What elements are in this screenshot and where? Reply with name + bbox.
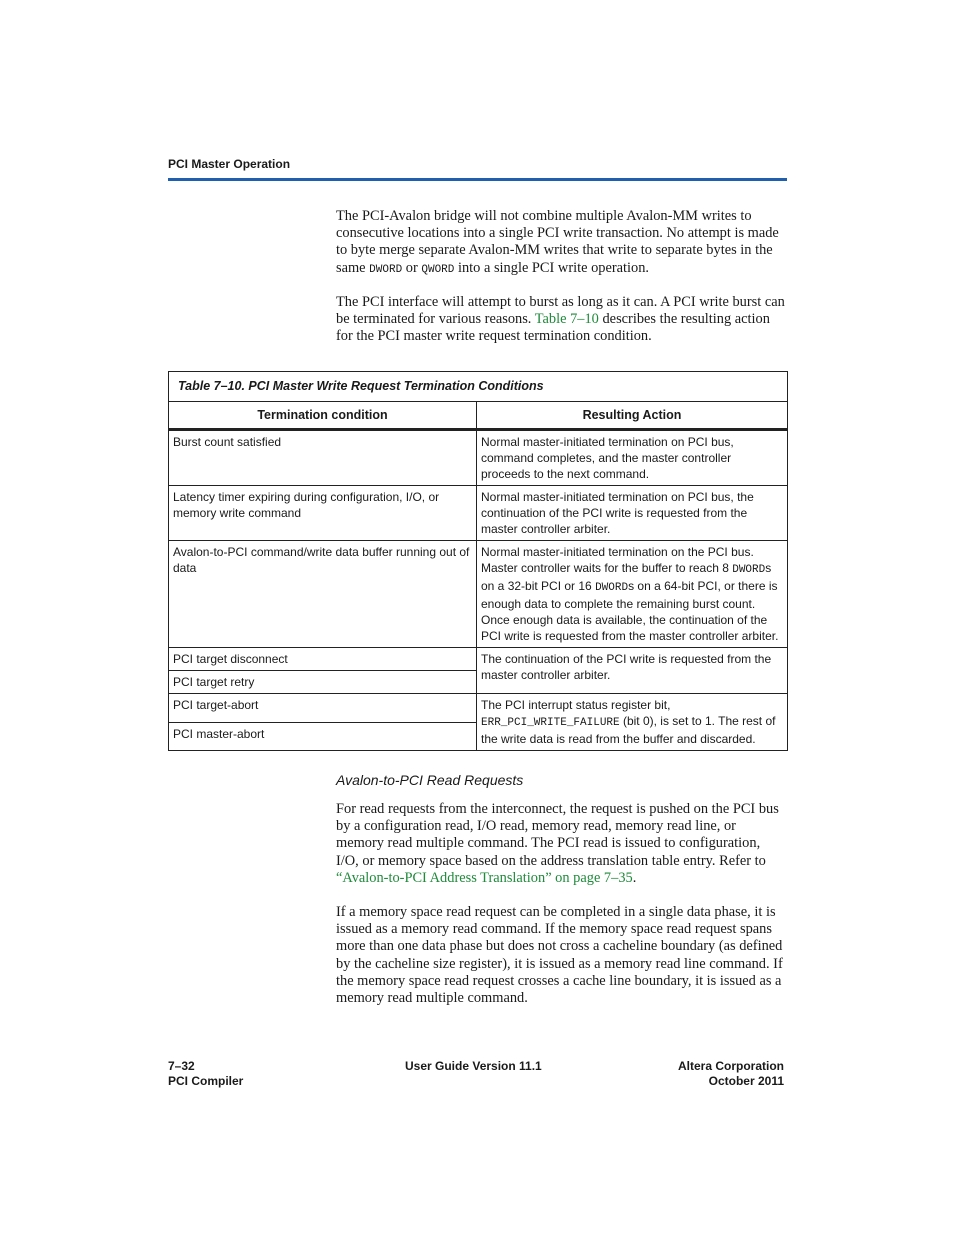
paragraph-bridge-combine: [336, 208, 786, 279]
paragraph-text: or: [402, 259, 422, 276]
code-register-bit: ERR_PCI_WRITE_FAILURE: [481, 717, 620, 729]
table-row: [169, 486, 788, 541]
paragraph-text: describes the resulting action for the PCI master write request termination condition.: [336, 311, 770, 345]
action-cell: The continuation of the PCI write is requested from the master controller arbiter.: [477, 648, 788, 694]
termination-conditions-table: [168, 371, 788, 751]
condition-cell: Burst count satisfied: [169, 430, 477, 486]
action-text: (bit 0), is set to 1. The rest of the write data is read from the buffer and discarded.: [481, 714, 776, 746]
paragraph-burst: [336, 294, 786, 346]
table-reference-link[interactable]: Table 7–10: [534, 311, 599, 328]
footer-right: [678, 1059, 784, 1089]
guide-version: User Guide Version 11.1: [405, 1059, 542, 1073]
product-name: PCI Compiler: [168, 1074, 244, 1088]
action-text: s on a 64-bit PCI, or there is enough data to complete the remaining burst count. Once enough data is available, the continuation of the PCI write is requested from the master controller arbiter.: [481, 579, 779, 643]
paragraph-text: .: [632, 869, 637, 886]
condition-cell: PCI master-abort: [169, 722, 477, 751]
paragraph-memory-read: If a memory space read request can be completed in a single data phase, it is issued as a memory read command. If the memory space read request spans more than one data phase but does not cross a cacheline boundary (as defined by the cacheline size register), it is issued as a memory read line command. If the memory space read request crosses a cache line boundary, it is issued as a memory read multiple command.: [336, 904, 783, 1007]
condition-cell: PCI target retry: [169, 671, 477, 694]
paragraph-text: For read requests from the interconnect, the request is pushed on the PCI bus by a configuration read, I/O read, memory read, memory read line, or memory read multiple command. The PCI read is issued to configuration, I/O, or memory space based on the address translation table entry. Refer to: [336, 801, 779, 869]
table-row: [169, 648, 788, 671]
table-row: [169, 541, 788, 648]
action-cell: [477, 694, 788, 751]
paragraph-text: The PCI interface will attempt to burst as long as it can. A PCI write burst can be terminated for various reasons.: [336, 294, 785, 328]
action-text: s on a 32-bit PCI or 16: [481, 561, 772, 593]
publication-date: October 2011: [708, 1074, 784, 1088]
paragraph-text: The PCI-Avalon bridge will not combine multiple Avalon-MM writes to consecutive locations into a single PCI write transaction. No attempt is made to byte merge separate Avalon-MM writes that write to separate bytes in the same: [336, 208, 779, 276]
condition-cell: PCI target-abort: [169, 694, 477, 723]
section-subheading: Avalon-to-PCI Read Requests: [336, 772, 524, 788]
paragraph-text: into a single PCI write operation.: [454, 259, 650, 276]
header-rule: [168, 178, 787, 181]
action-text: Normal master-initiated termination on the PCI bus. Master controller waits for the buffer to reach 8: [481, 545, 754, 575]
running-head: PCI Master Operation: [168, 157, 291, 171]
code-dword: DWORD: [369, 263, 403, 276]
condition-cell: Avalon-to-PCI command/write data buffer running out of data: [169, 541, 477, 648]
column-header-condition: Termination condition: [169, 402, 477, 430]
code-qword: QWORD: [421, 263, 455, 276]
table-row: [169, 694, 788, 723]
action-cell: Normal master-initiated termination on PCI bus, command completes, and the master controller proceeds to the next command.: [477, 430, 788, 486]
footer-center: [405, 1059, 542, 1074]
action-text: The PCI interrupt status register bit,: [481, 698, 671, 712]
page-number: 7–32: [168, 1059, 195, 1073]
action-cell: [477, 541, 788, 648]
table-caption: Table 7–10. PCI Master Write Request Termination Conditions: [169, 372, 788, 402]
footer-left: [168, 1059, 243, 1089]
cross-reference-link[interactable]: “Avalon-to-PCI Address Translation” on page 7–35: [336, 869, 633, 886]
code-dword: DWORD: [732, 564, 766, 576]
column-header-action: Resulting Action: [477, 402, 788, 430]
company-name: Altera Corporation: [677, 1059, 784, 1073]
condition-cell: PCI target disconnect: [169, 648, 477, 671]
action-cell: Normal master-initiated termination on PCI bus, the continuation of the PCI write is requested from the master controller arbiter.: [477, 486, 788, 541]
table-row: [169, 430, 788, 486]
code-dword: DWORD: [595, 582, 629, 594]
condition-cell: Latency timer expiring during configuration, I/O, or memory write command: [169, 486, 477, 541]
paragraph-read-requests: [336, 801, 786, 887]
